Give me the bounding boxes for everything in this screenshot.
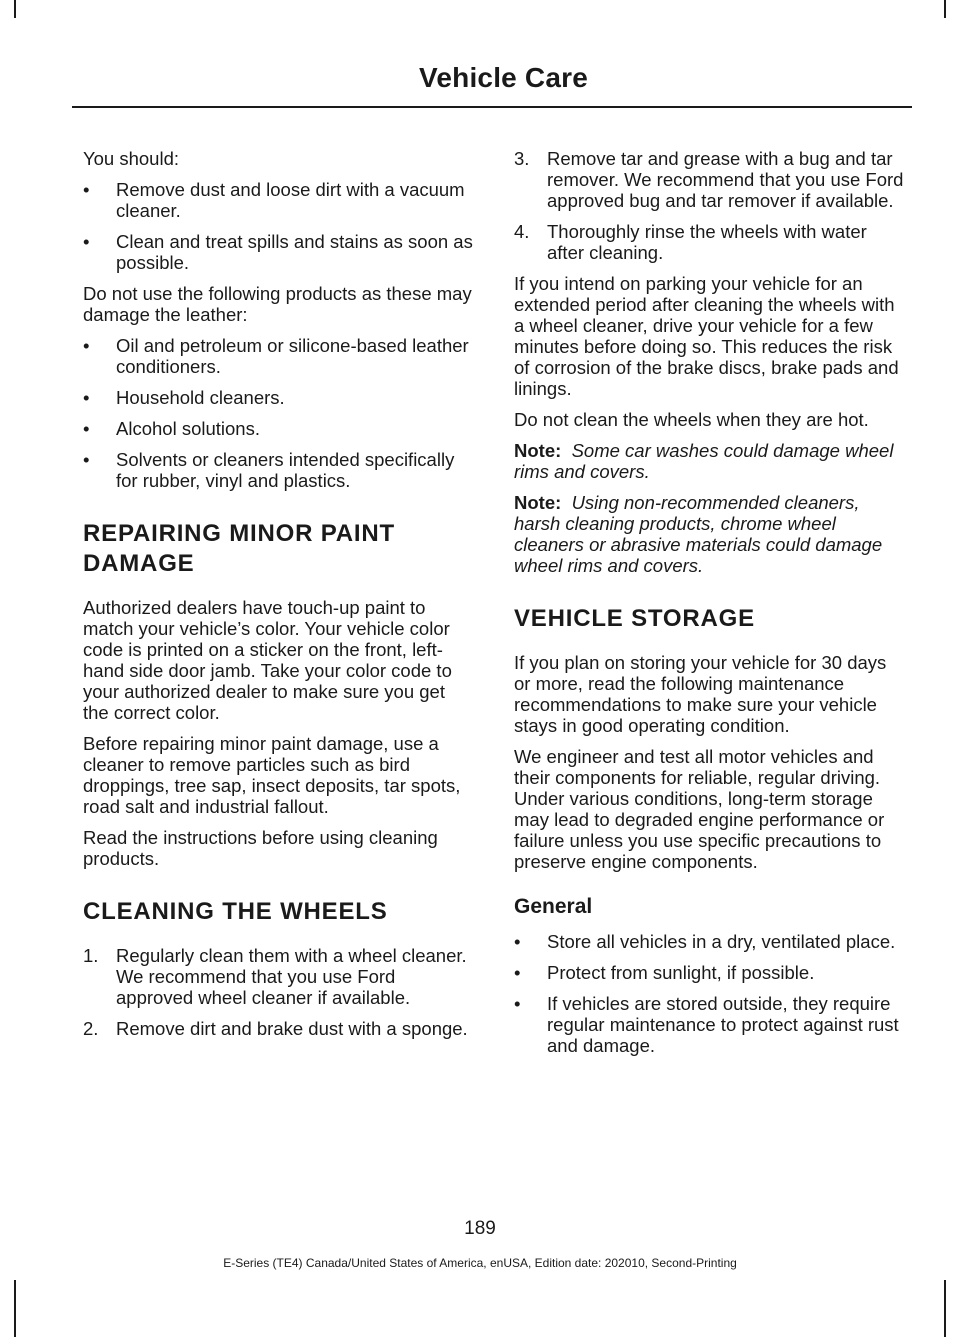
repair-paragraph: Authorized dealers have touch-up paint to match your vehicle’s color. Your vehicle color code is printed on a sticker on the front, left-hand side door jamb. Take your color code to your authorized dealer to make sure you get the correct color. bbox=[83, 597, 452, 723]
crop-mark-bottom-left bbox=[14, 1280, 16, 1337]
numbered-step: 4. Thoroughly rinse the wheels with water after cleaning. bbox=[514, 221, 867, 263]
numbered-step: 2. Remove dirt and brake dust with a sponge. bbox=[83, 1018, 468, 1039]
general-heading: General bbox=[514, 895, 593, 918]
bullet-icon: • bbox=[83, 335, 90, 356]
bullet-icon: • bbox=[83, 418, 90, 439]
bullet-icon: • bbox=[514, 931, 521, 952]
crop-mark-top-right bbox=[944, 0, 946, 18]
step-number: 2. bbox=[83, 1018, 99, 1039]
list-item: • Protect from sunlight, if possible. bbox=[514, 962, 815, 983]
list-item: • Clean and treat spills and stains as soon as possible. bbox=[83, 231, 473, 273]
avoid-intro-text: Do not use the following products as these may damage the leather: bbox=[83, 283, 472, 325]
step-number: 3. bbox=[514, 148, 530, 169]
cleaning-wheels-heading: CLEANING THE WHEELS bbox=[83, 898, 388, 925]
bullet-icon: • bbox=[83, 231, 90, 252]
list-item: • Oil and petroleum or silicone-based leather conditioners. bbox=[83, 335, 469, 377]
note-text: Using non-recommended cleaners, harsh cleaning products, chrome wheel cleaners or abrasive materials could damage wheel rims and covers. bbox=[514, 492, 883, 576]
page-title: Vehicle Care bbox=[419, 62, 588, 93]
note-label: Note: bbox=[514, 492, 562, 513]
list-item: • Household cleaners. bbox=[83, 387, 285, 408]
bullet-icon: • bbox=[83, 449, 90, 470]
page-number: 189 bbox=[464, 1218, 496, 1239]
repair-paint-heading: REPAIRING MINOR PAINT DAMAGE bbox=[83, 520, 395, 577]
parking-paragraph: If you intend on parking your vehicle for an extended period after cleaning the wheels with a wheel cleaner, drive your vehicle for a few minutes before doing so. This reduces the risk of corrosion of the brake discs, brake pads and linings. bbox=[514, 273, 899, 399]
left-column bbox=[83, 148, 475, 1049]
list-item: • If vehicles are stored outside, they require regular maintenance to protect against rust and damage. bbox=[514, 993, 899, 1056]
list-item: • Remove dust and loose dirt with a vacuum cleaner. bbox=[83, 179, 465, 221]
hot-wheels-paragraph: Do not clean the wheels when they are hot. bbox=[514, 409, 869, 430]
bullet-icon: • bbox=[83, 387, 90, 408]
numbered-step: 3. Remove tar and grease with a bug and tar remover. We recommend that you use Ford approved bug and tar remover if available. bbox=[514, 148, 904, 211]
storage-paragraph: We engineer and test all motor vehicles and their components for reliable, regular driving. Under various conditions, long-term storage may lead to degraded engine performance or failure unless you use specific precautions to preserve engine components. bbox=[514, 746, 885, 872]
storage-paragraph: If you plan on storing your vehicle for 30 days or more, read the following maintenance recommendations to make sure your vehicle stays in good operating condition. bbox=[514, 652, 887, 736]
numbered-step: 1. Regularly clean them with a wheel cleaner. We recommend that you use Ford approved wheel cleaner if available. bbox=[83, 945, 467, 1008]
list-item: • Store all vehicles in a dry, ventilated place. bbox=[514, 931, 896, 952]
intro-text: You should: bbox=[83, 148, 180, 169]
bullet-icon: • bbox=[514, 993, 521, 1014]
note-text: Some car washes could damage wheel rims and covers. bbox=[514, 440, 894, 482]
vehicle-storage-heading: VEHICLE STORAGE bbox=[514, 605, 755, 632]
bullet-icon: • bbox=[514, 962, 521, 983]
bullet-icon: • bbox=[83, 179, 90, 200]
repair-paragraph: Read the instructions before using cleaning products. bbox=[83, 827, 438, 869]
header-divider bbox=[72, 106, 912, 108]
note bbox=[514, 440, 907, 482]
list-item: • Alcohol solutions. bbox=[83, 418, 260, 439]
note-label: Note: bbox=[514, 440, 562, 461]
step-number: 4. bbox=[514, 221, 530, 242]
crop-mark-bottom-right bbox=[944, 1280, 946, 1337]
note bbox=[514, 492, 907, 576]
crop-mark-top-left bbox=[14, 0, 16, 18]
right-column bbox=[514, 148, 907, 1066]
step-number: 1. bbox=[83, 945, 99, 966]
edition-footer: E-Series (TE4) Canada/United States of America, enUSA, Edition date: 202010, Second-Printing bbox=[223, 1256, 737, 1270]
repair-paragraph: Before repairing minor paint damage, use a cleaner to remove particles such as bird droppings, tree sap, insect deposits, tar spots, road salt and industrial fallout. bbox=[83, 733, 461, 817]
list-item: • Solvents or cleaners intended specifically for rubber, vinyl and plastics. bbox=[83, 449, 455, 491]
